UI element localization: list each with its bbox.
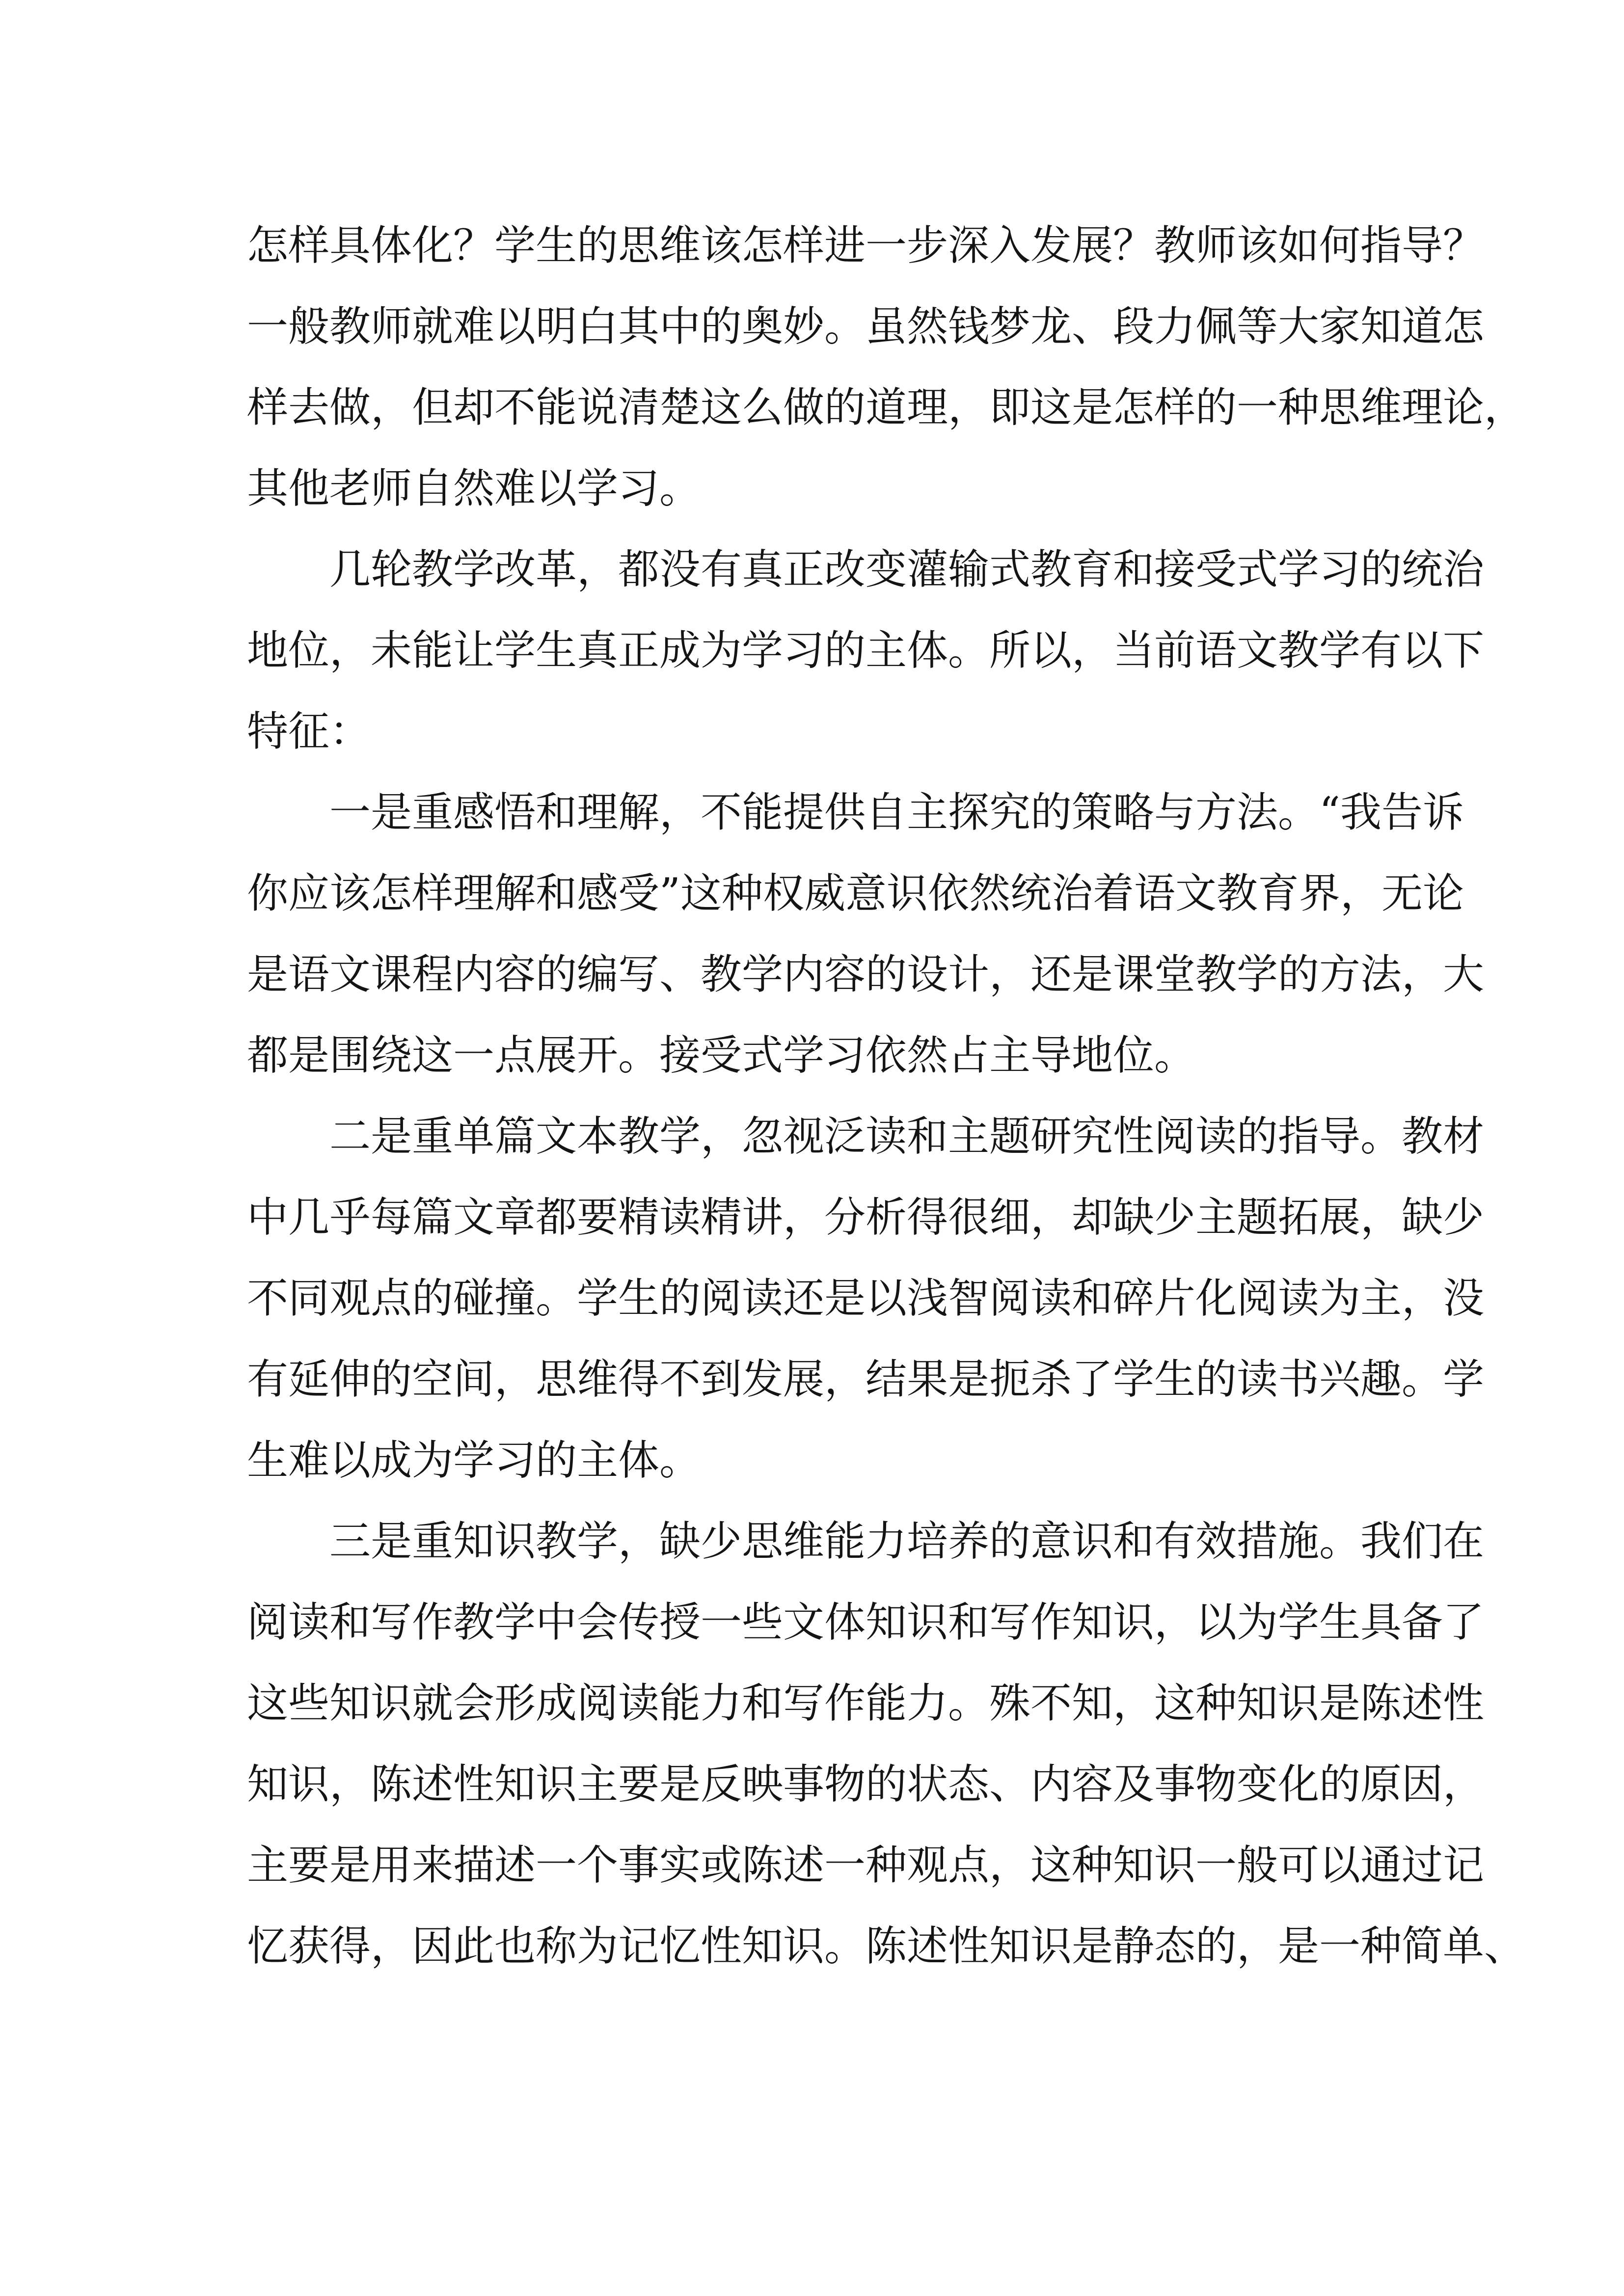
text-line: 几轮教学改革，都没有真正改变灌输式教育和接受式学习的统治 [329,545,1485,593]
text-line: 知识，陈述性知识主要是反映事物的状态、内容及事物变化的原因， [247,1760,1485,1808]
text-line: 一般教师就难以明白其中的奥妙。虽然钱梦龙、段力佩等大家知道怎 [247,302,1485,350]
paragraph-2 [247,529,1485,772]
paragraph-4 [247,1096,1485,1501]
text-line: 怎样具体化？学生的思维该怎样进一步深入发展？教师该如何指导？ [247,221,1485,269]
text-line: 三是重知识教学，缺少思维能力培养的意识和有效措施。我们在 [329,1517,1485,1565]
text-line: 阅读和写作教学中会传授一些文体知识和写作知识，以为学生具备了 [247,1598,1485,1646]
paragraph-1 [247,205,1526,529]
paragraph-3 [247,772,1485,1096]
text-line: 特征： [247,707,371,755]
text-line: 有延伸的空间，思维得不到发展，结果是扼杀了学生的读书兴趣。学 [247,1355,1485,1403]
text-line: 中几乎每篇文章都要精读精讲，分析得很细，却缺少主题拓展，缺少 [247,1193,1485,1241]
text-line: 二是重单篇文本教学，忽视泛读和主题研究性阅读的指导。教材 [329,1112,1485,1160]
text-line: 不同观点的碰撞。学生的阅读还是以浅智阅读和碎片化阅读为主，没 [247,1274,1485,1322]
text-line: 其他老师自然难以学习。 [247,464,701,512]
text-line: 你应该怎样理解和感受”这种权威意识依然统治着语文教育界，无论 [247,869,1464,917]
body-text [247,205,1526,1987]
text-line: 忆获得，因此也称为记忆性知识。陈述性知识是静态的，是一种简单、 [247,1922,1526,1970]
text-line: 这些知识就会形成阅读能力和写作能力。殊不知，这种知识是陈述性 [247,1679,1485,1727]
paragraph-5 [247,1501,1526,1987]
text-line: 生难以成为学习的主体。 [247,1436,701,1484]
text-line: 一是重感悟和理解，不能提供自主探究的策略与方法。“我告诉 [329,788,1464,836]
text-line: 样去做，但却不能说清楚这么做的道理，即这是怎样的一种思维理论， [247,383,1526,431]
text-line: 主要是用来描述一个事实或陈述一种观点，这种知识一般可以通过记 [247,1841,1485,1889]
text-line: 是语文课程内容的编写、教学内容的设计，还是课堂教学的方法，大 [247,950,1485,998]
text-line: 都是围绕这一点展开。接受式学习依然占主导地位。 [247,1031,1196,1079]
text-line: 地位，未能让学生真正成为学习的主体。所以，当前语文教学有以下 [247,626,1485,674]
